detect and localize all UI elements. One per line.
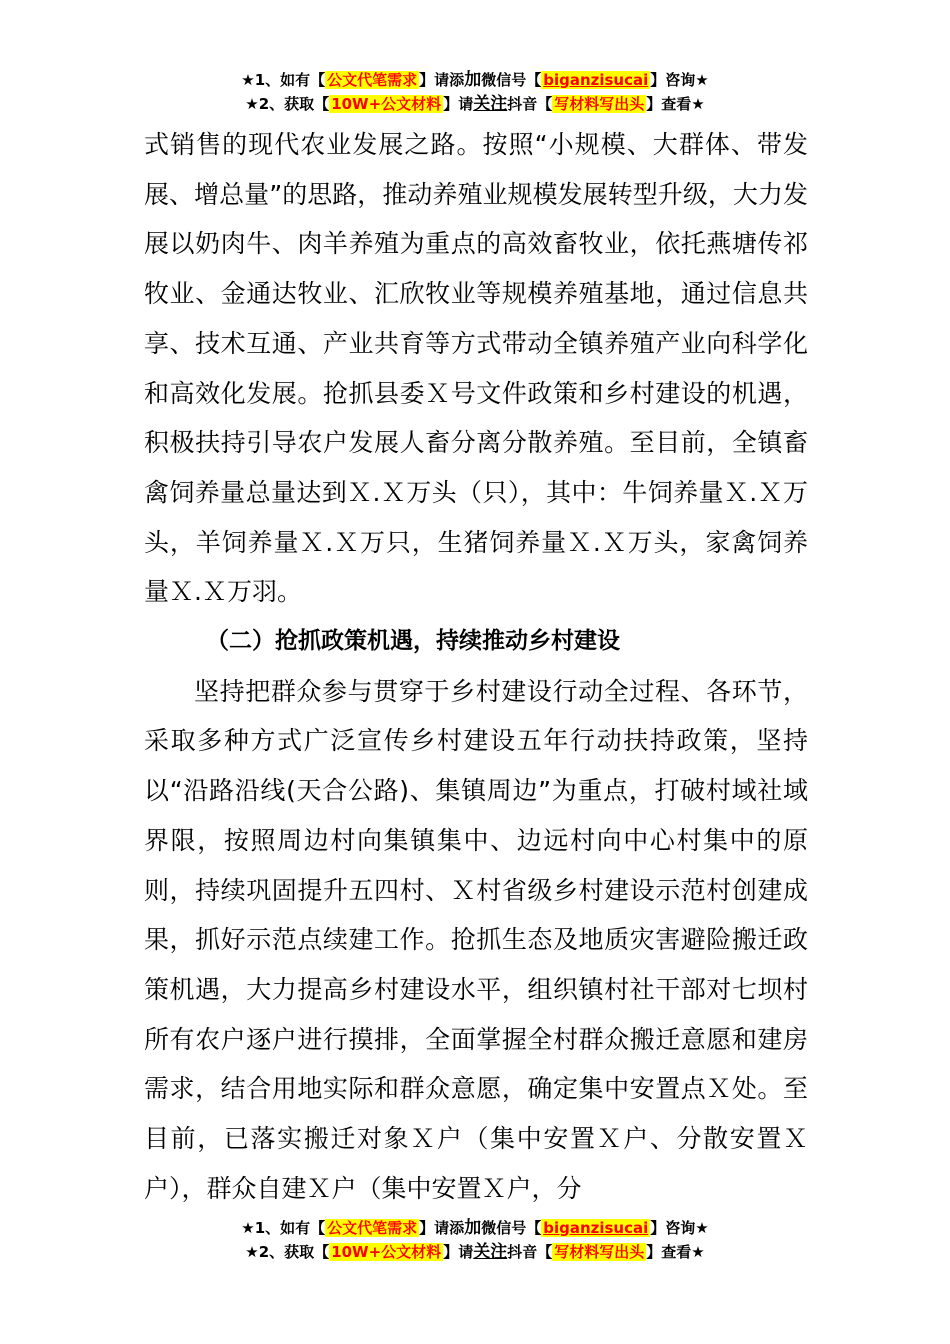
banner-highlight: 10W+公文材料 <box>331 1243 442 1261</box>
banner-text: 抖音【 <box>507 95 553 113</box>
banner-text: 】请添 <box>419 71 465 89</box>
banner-line-1 <box>0 1216 950 1240</box>
banner-text: 加 <box>464 1218 482 1238</box>
banner-text: 】请 <box>443 1243 474 1261</box>
banner-text: 抖音【 <box>507 1243 553 1261</box>
banner-line-2 <box>0 92 950 116</box>
banner-highlight: 写材料写出头 <box>554 1243 645 1261</box>
header-banner <box>0 68 950 116</box>
banner-text: 】查看★ <box>646 1243 705 1261</box>
banner-highlight: 公文代笔需求 <box>327 71 418 89</box>
banner-text: ★2、获取【 <box>245 1243 330 1261</box>
banner-text: 】咨询★ <box>650 1219 709 1237</box>
banner-text: 】请添 <box>419 1219 465 1237</box>
banner-highlight: 写材料写出头 <box>554 95 645 113</box>
banner-text: 关注 <box>473 94 508 114</box>
banner-text: 微信号【 <box>481 71 542 89</box>
banner-line-2 <box>0 1240 950 1264</box>
footer-banner <box>0 1216 950 1264</box>
banner-text: 】请 <box>443 95 474 113</box>
document-body <box>144 120 808 1213</box>
banner-line-1 <box>0 68 950 92</box>
banner-text: 】咨询★ <box>650 71 709 89</box>
paragraph-1: 式销售的现代农业发展之路。按照“小规模、大群体、带发展、增总量”的思路，推动养殖业规模发展转型升级，大力发展以奶肉牛、肉羊养殖为重点的高效畜牧业，依托燕塘传祁牧业、金通达牧业、汇欣牧业等规模养殖基地，通过信息共享、技术互通、产业共育等方式带动全镇养殖产业向科学化和高效化发展。抢抓县委Ｘ号文件政策和乡村建设的机遇，积极扶持引导农户发展人畜分离分散养殖。至目前，全镇畜禽饲养量总量达到Ｘ.Ｘ万头（只），其中：牛饲养量Ｘ.Ｘ万头，羊饲养量Ｘ.Ｘ万只，生猪饲养量Ｘ.Ｘ万头，家禽饲养量Ｘ.Ｘ万羽。 <box>144 130 808 607</box>
banner-text: ★1、如有【 <box>241 1219 326 1237</box>
banner-text: 】查看★ <box>646 95 705 113</box>
banner-text: 微信号【 <box>481 1219 542 1237</box>
paragraph-2: 坚持把群众参与贯穿于乡村建设行动全过程、各环节，采取多种方式广泛宣传乡村建设五年行动扶持政策，坚持以“沿路沿线(天合公路)、集镇周边”为重点，打破村域社域界限，按照周边村向集镇集中、边远村向中心村集中的原则，持续巩固提升五四村、Ｘ村省级乡村建设示范村创建成果，抓好示范点续建工作。抢抓生态及地质灾害避险搬迁政策机遇，大力提高乡村建设水平，组织镇村社干部对七坝村所有农户逐户进行摸排，全面掌握全村群众搬迁意愿和建房需求，结合用地实际和群众意愿，确定集中安置点Ｘ处。至目前，已落实搬迁对象Ｘ户（集中安置Ｘ户、分散安置Ｘ户），群众自建Ｘ户（集中安置Ｘ户，分 <box>144 676 808 1203</box>
banner-highlight: 10W+公文材料 <box>331 95 442 113</box>
banner-wechat-id: biganzisucai <box>543 1219 649 1237</box>
banner-text: ★2、获取【 <box>245 95 330 113</box>
banner-text: ★1、如有【 <box>241 71 326 89</box>
banner-highlight: 公文代笔需求 <box>327 1219 418 1237</box>
section-heading: （二）抢抓政策机遇，持续推动乡村建设 <box>206 628 620 655</box>
banner-text: 加 <box>464 70 482 90</box>
banner-wechat-id: biganzisucai <box>543 71 649 89</box>
banner-text: 关注 <box>473 1242 508 1262</box>
